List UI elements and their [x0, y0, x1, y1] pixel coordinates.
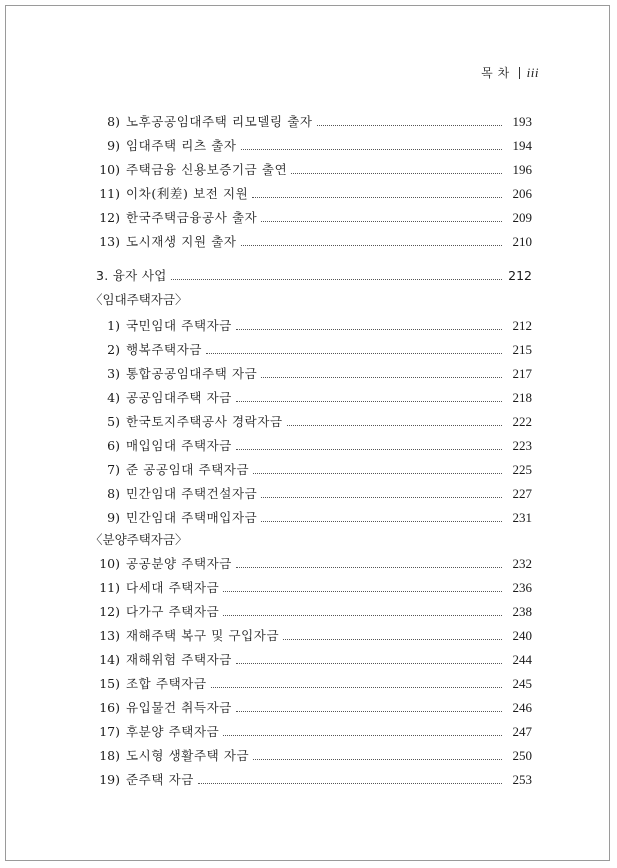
- toc-entry-number: 18): [99, 748, 120, 763]
- toc-entry-page: 215: [512, 342, 532, 357]
- dot-leader: [261, 377, 502, 378]
- toc-entry-title: 한국토지주택공사 경락자금: [126, 414, 283, 429]
- dot-leader: [287, 425, 502, 426]
- running-head-page-number: iii: [526, 64, 539, 80]
- dot-leader: [252, 197, 502, 198]
- toc-entry-page: 210: [512, 234, 532, 249]
- toc-entry[interactable]: [90, 484, 532, 504]
- toc-entry[interactable]: [90, 770, 532, 790]
- toc-entry-page: 227: [512, 486, 532, 501]
- toc-entry-title: 공공임대주택 자금: [126, 390, 232, 405]
- running-head-separator: [519, 67, 520, 79]
- toc-entry-page: 222: [512, 414, 532, 429]
- toc-entry-page: 193: [512, 114, 532, 129]
- toc-entry[interactable]: [90, 626, 532, 646]
- toc-entry-page: 253: [512, 772, 532, 787]
- toc-entry-number: 11): [99, 580, 120, 595]
- toc-entry-number: 10): [99, 556, 120, 571]
- running-head: [481, 64, 539, 81]
- toc-entry-number: 9): [107, 510, 120, 525]
- toc-entry-page: 217: [512, 366, 532, 381]
- toc-entry-page: 196: [512, 162, 532, 177]
- toc-section-page: 212: [508, 268, 532, 283]
- toc-entry[interactable]: [90, 460, 532, 480]
- toc-entry[interactable]: [90, 722, 532, 742]
- dot-leader: [211, 687, 502, 688]
- toc-entry-page: 206: [512, 186, 532, 201]
- toc-group-heading-rental: 〈임대주택자금〉: [90, 292, 188, 307]
- toc-entry-page: 236: [512, 580, 532, 595]
- toc-entry-page: 240: [512, 628, 532, 643]
- toc-entry-title: 도시형 생활주택 자금: [126, 748, 250, 763]
- toc-entry-title: 준 공공임대 주택자금: [126, 462, 250, 477]
- toc-entry[interactable]: [90, 578, 532, 598]
- toc-entry-page: 225: [512, 462, 532, 477]
- toc-entry-title: 다가구 주택자금: [126, 604, 220, 619]
- toc-entry-number: 6): [107, 438, 120, 453]
- toc-entry-title: 통합공공임대주택 자금: [126, 366, 258, 381]
- toc-entry-number: 2): [107, 342, 120, 357]
- toc-entry[interactable]: [90, 208, 532, 228]
- toc-entry-title: 매입임대 주택자금: [126, 438, 232, 453]
- toc-entry[interactable]: [90, 412, 532, 432]
- dot-leader: [206, 353, 502, 354]
- toc-entry-title: 행복주택자금: [126, 342, 203, 357]
- toc-entry-number: 8): [107, 486, 120, 501]
- toc-entry-page: 231: [512, 510, 532, 525]
- toc-entry-page: 246: [512, 700, 532, 715]
- toc-entry-title: 후분양 주택자금: [126, 724, 220, 739]
- toc-entry-number: 19): [99, 772, 120, 787]
- dot-leader: [261, 497, 502, 498]
- toc-entry-number: 7): [107, 462, 120, 477]
- toc-entry[interactable]: [90, 364, 532, 384]
- toc-entry-title: 한국주택금융공사 출자: [126, 210, 258, 225]
- toc-entry-title: 도시재생 지원 출자: [126, 234, 237, 249]
- toc-entry-number: 13): [99, 628, 120, 643]
- toc-entry-number: 3): [107, 366, 120, 381]
- toc-entry[interactable]: [90, 650, 532, 670]
- toc-entry-title: 이차(利差) 보전 지원: [126, 186, 249, 201]
- toc-entry-page: 247: [512, 724, 532, 739]
- dot-leader: [198, 783, 502, 784]
- dot-leader: [236, 401, 502, 402]
- toc-entry-number: 17): [99, 724, 120, 739]
- dot-leader: [236, 449, 502, 450]
- toc-entry-page: 250: [512, 748, 532, 763]
- toc-entry[interactable]: [90, 436, 532, 456]
- dot-leader: [253, 759, 502, 760]
- toc-entry-title: 조합 주택자금: [126, 676, 207, 691]
- toc-entry[interactable]: [90, 602, 532, 622]
- toc-entry-title: 재해위험 주택자금: [126, 652, 232, 667]
- dot-leader: [236, 567, 502, 568]
- toc-entry-page: 194: [512, 138, 532, 153]
- toc-entry-number: 1): [107, 318, 120, 333]
- dot-leader: [236, 711, 502, 712]
- dot-leader: [171, 279, 502, 280]
- toc-entry[interactable]: [90, 160, 532, 180]
- toc-entry[interactable]: [90, 232, 532, 252]
- dot-leader: [223, 615, 502, 616]
- toc-entry-title: 공공분양 주택자금: [126, 556, 232, 571]
- toc-entry[interactable]: [90, 508, 532, 528]
- toc-entry-title: 다세대 주택자금: [126, 580, 220, 595]
- toc-entry-title: 국민임대 주택자금: [126, 318, 232, 333]
- toc-entry[interactable]: [90, 674, 532, 694]
- toc-group-heading-sale: 〈분양주택자금〉: [90, 532, 188, 547]
- toc-entry-title: 노후공공임대주택 리모델링 출자: [126, 114, 313, 129]
- dot-leader: [253, 473, 502, 474]
- toc-entry[interactable]: [90, 112, 532, 132]
- dot-leader: [223, 591, 502, 592]
- toc-entry[interactable]: [90, 316, 532, 336]
- toc-entry[interactable]: [90, 554, 532, 574]
- toc-entry-page: 245: [512, 676, 532, 691]
- toc-entry-title: 주택금융 신용보증기금 출연: [126, 162, 288, 177]
- toc-entry-page: 244: [512, 652, 532, 667]
- toc-entry-number: 12): [99, 210, 120, 225]
- dot-leader: [241, 245, 502, 246]
- toc-entry-title: 민간임대 주택매입자금: [126, 510, 258, 525]
- dot-leader: [261, 521, 502, 522]
- toc-entry[interactable]: [90, 184, 532, 204]
- toc-entry-number: 13): [99, 234, 120, 249]
- toc-entry-number: 8): [107, 114, 120, 129]
- toc-entry-number: 4): [107, 390, 120, 405]
- dot-leader: [261, 221, 502, 222]
- toc-section-title: 3. 융자 사업: [96, 268, 167, 283]
- toc-entry-page: 212: [512, 318, 532, 333]
- dot-leader: [241, 149, 502, 150]
- toc-entry-number: 10): [99, 162, 120, 177]
- toc-entry-number: 9): [107, 138, 120, 153]
- toc-entry[interactable]: [90, 340, 532, 360]
- toc-entry[interactable]: [90, 698, 532, 718]
- toc-entry[interactable]: [90, 746, 532, 766]
- dot-leader: [223, 735, 502, 736]
- dot-leader: [283, 639, 502, 640]
- toc-entry-number: 14): [99, 652, 120, 667]
- toc-section-entry[interactable]: [96, 266, 532, 286]
- toc-entry-title: 재해주택 복구 및 구입자금: [126, 628, 280, 643]
- toc-entry-number: 16): [99, 700, 120, 715]
- toc-entry-page: 238: [512, 604, 532, 619]
- toc-entry-title: 유입물건 취득자금: [126, 700, 232, 715]
- dot-leader: [236, 329, 502, 330]
- toc-entry-title: 임대주택 리츠 출자: [126, 138, 237, 153]
- dot-leader: [317, 125, 502, 126]
- toc-entry-number: 12): [99, 604, 120, 619]
- dot-leader: [291, 173, 502, 174]
- dot-leader: [236, 663, 502, 664]
- toc-entry-page: 232: [512, 556, 532, 571]
- toc-entry-page: 209: [512, 210, 532, 225]
- toc-entry-page: 218: [512, 390, 532, 405]
- toc-entry-title: 준주택 자금: [126, 772, 194, 787]
- running-head-title: 목 차: [481, 66, 510, 80]
- toc-entry[interactable]: [90, 388, 532, 408]
- toc-entry-number: 5): [107, 414, 120, 429]
- toc-entry-page: 223: [512, 438, 532, 453]
- toc-entry-number: 15): [99, 676, 120, 691]
- toc-entry-number: 11): [99, 186, 120, 201]
- toc-entry-title: 민간임대 주택건설자금: [126, 486, 258, 501]
- toc-entry[interactable]: [90, 136, 532, 156]
